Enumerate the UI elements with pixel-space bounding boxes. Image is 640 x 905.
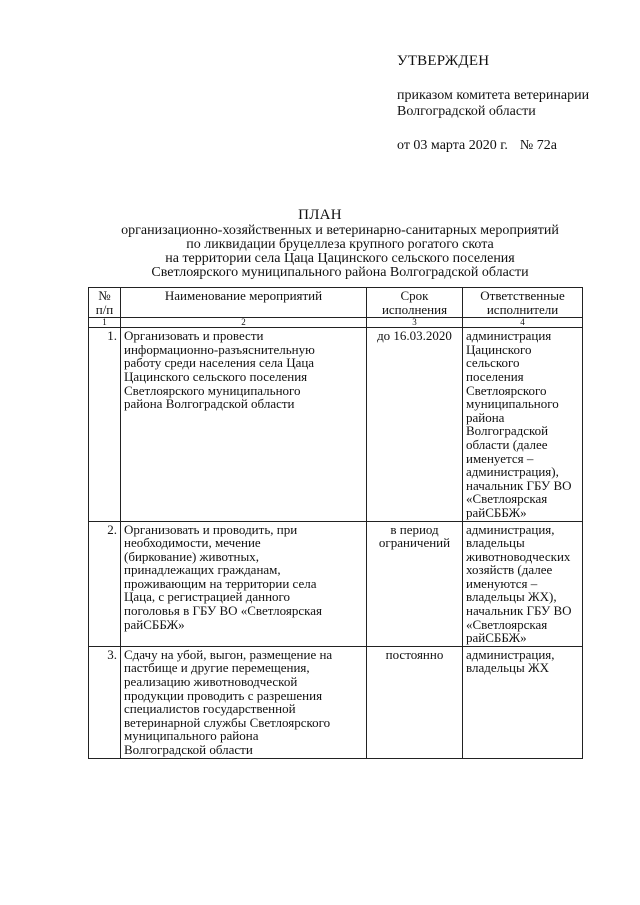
plan-table [88, 287, 583, 759]
row-executor: администрация Цацинского сельского поселения Светлоярского муниципального района Волгоградской области (далее именуется – администрация), начальник ГБУ ВО «Светлоярская райСББЖ» [463, 328, 583, 521]
approval-date: от 03 марта 2020 г. [397, 138, 508, 153]
approval-line-2: Волгоградской области [397, 104, 536, 119]
column-number-row [89, 318, 583, 328]
plan-subtitle-line: по ликвидации бруцеллеза крупного рогатого скота [186, 237, 494, 252]
row-number: 1. [89, 328, 121, 521]
row-deadline: до 16.03.2020 [367, 328, 463, 521]
row-deadline: постоянно [367, 646, 463, 758]
plan-subtitle [90, 224, 590, 280]
header-executor: Ответственные исполнители [463, 288, 583, 318]
plan-subtitle-line: на территории села Цаца Цацинского сельского поселения [165, 251, 515, 266]
approval-line-1: приказом комитета ветеринарии [397, 88, 590, 103]
row-number: 3. [89, 646, 121, 758]
row-activity: Организовать и проводить, при необходимости, мечение (биркование) животных, принадлежащих гражданам, проживающим на территории села Цаца, с регистрацией данного поголовья в ГБУ ВО «Светлоярская райСББЖ» [121, 521, 367, 646]
header-deadline: Срок исполнения [367, 288, 463, 318]
approval-title: УТВЕРЖДЕН [397, 53, 490, 69]
table-row [89, 646, 583, 758]
table-header-row [89, 288, 583, 318]
table-row [89, 521, 583, 646]
row-activity: Организовать и провести информационно-разъяснительную работу среди населения села Цаца Цацинского сельского поселения Светлоярского муниципального района Волгоградской области [121, 328, 367, 521]
column-number: 3 [367, 318, 463, 328]
row-executor: администрация, владельцы животноводческих хозяйств (далее именуются – владельцы ЖХ), начальник ГБУ ВО «Светлоярская райСББЖ» [463, 521, 583, 646]
approval-date-line [397, 138, 632, 154]
approval-number: № 72а [519, 138, 557, 153]
row-number: 2. [89, 521, 121, 646]
row-activity: Сдачу на убой, выгон, размещение на пастбище и другие перемещения, реализацию животноводческой продукции проводить с разрешения специалистов государственной ветеринарной службы Светлоярского муниципального района Волгоградской области [121, 646, 367, 758]
row-executor: администрация, владельцы ЖХ [463, 646, 583, 758]
table-row [89, 328, 583, 521]
row-deadline: в период ограничений [367, 521, 463, 646]
approval-order [397, 88, 632, 120]
column-number: 4 [463, 318, 583, 328]
column-number: 2 [121, 318, 367, 328]
plan-subtitle-line: организационно-хозяйственных и ветеринарно-санитарных мероприятий [121, 223, 559, 238]
header-activity: Наименование мероприятий [121, 288, 367, 318]
plan-subtitle-line: Светлоярского муниципального района Волгоградской области [151, 265, 529, 280]
column-number: 1 [89, 318, 121, 328]
plan-title: ПЛАН [298, 207, 342, 223]
approval-block [397, 52, 632, 154]
header-number: № п/п [89, 288, 121, 318]
